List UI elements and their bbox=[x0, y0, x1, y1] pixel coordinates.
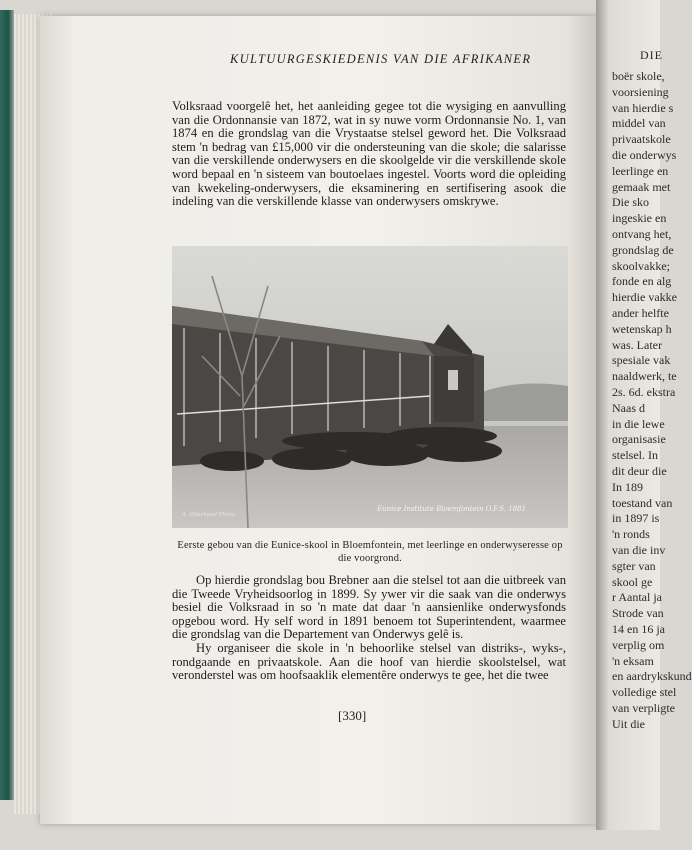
right-page-line: toestand van bbox=[612, 495, 673, 510]
right-page-line: in 1897 is bbox=[612, 511, 660, 526]
right-page-line: r Aantal ja bbox=[612, 590, 662, 605]
right-page-line: 2s. 6d. ekstra bbox=[612, 385, 676, 399]
photo-inscription: Eunice Institute Bloemfontein O.F.S. 1881 bbox=[377, 505, 527, 513]
book-spine-edge bbox=[0, 10, 14, 800]
right-page-line: van die inv bbox=[612, 543, 666, 557]
right-page-line: fonde en alg bbox=[612, 274, 672, 289]
right-page-line: hierdie vakke bbox=[612, 290, 677, 305]
right-page-line: volledige stel bbox=[612, 685, 677, 700]
right-page-line: Naas d bbox=[612, 400, 645, 415]
right-page-line: sgter van bbox=[612, 558, 656, 573]
right-page-line: voorsiening bbox=[612, 84, 669, 99]
paragraph-2 bbox=[172, 574, 566, 642]
right-page bbox=[596, 0, 692, 830]
right-page-line: privaatskole bbox=[612, 132, 671, 147]
right-page-line: naaldwerk, te bbox=[612, 369, 677, 384]
right-page-line: stelsel. In bbox=[612, 448, 658, 463]
right-page-line: en aardrykskund bbox=[612, 669, 692, 684]
right-page-line: boër skole, bbox=[612, 69, 665, 83]
right-page-line: was. Later bbox=[612, 337, 662, 352]
paragraph-2-text: Op hierdie grondslag bou Brebner aan die stelsel tot aan die uitbreek van die Tweede Vryheidsoorlog in 1899. Sy ywer vir die saak van die onderwys besiel die Volksraad in so 'n mate dat daar 'n aansienlike onderwysfonds opgebou word. Hy self word in 1891 benoem tot Superintendent, waarmee die grondslag van die Departement van Onderwys gelê is. bbox=[172, 573, 566, 642]
right-page-line: 'n eksam bbox=[612, 653, 654, 668]
right-page-line: In 189 bbox=[612, 479, 643, 494]
right-page-line: grondslag de bbox=[612, 242, 674, 257]
running-head: KULTUURGESKIEDENIS VAN DIE AFRIKANER bbox=[230, 52, 532, 66]
photo-illustration bbox=[172, 246, 568, 528]
right-page-line: verplig om bbox=[612, 637, 665, 652]
right-page-line: spesiale vak bbox=[612, 353, 671, 368]
paragraph-3-text: Hy organiseer die skole in 'n behoorlike stelsel van distriks-, wyks-, rondgaande en privaatskole. Aan die hoof van hierdie skoolstelsel, wat veronderstel was om hoofsaaklik elementêre onderwys te gee, het die twee bbox=[172, 641, 566, 683]
right-page-line: skoolvakke; bbox=[612, 258, 670, 273]
paragraph-1: Volksraad voorgelê het, het aanleiding gegee tot die wysiging en aanvulling van die Ordonnansie van 1872, wat in sy nuwe vorm Ordonnansie No. 1, van 1874 en die grondslag van die Vrystaatse stelsel geword het. Die Volksraad stem 'n bedrag van £15,000 vir die ondersteuning van die skole; die salarisse van die verskillende onderwysers en die skoolgelde vir die verskillende skole word bepaal en 'n sisteem van boutoelaes ingestel. Voorts word die opleiding van kwekeling-onderwysers, die eksaminering en sertifisering asook die indeling van die verskillende klasse van onderwysers omskrywe. bbox=[172, 99, 566, 209]
page-number: [330] bbox=[338, 708, 367, 723]
right-page-line: ingeskie en bbox=[612, 211, 667, 226]
right-page-line: Strode van bbox=[612, 606, 664, 621]
right-page-line: leerlinge en bbox=[612, 163, 669, 178]
paragraph-3 bbox=[172, 642, 566, 683]
right-page-line: middel van bbox=[612, 116, 666, 131]
photographer-signature: A. Ollerhead Photo bbox=[182, 512, 235, 518]
right-page-line: 14 en 16 ja bbox=[612, 622, 665, 636]
right-page-line: Uit die bbox=[612, 716, 645, 731]
right-page-line: ontvang het, bbox=[612, 227, 672, 241]
right-page-line: organisasie bbox=[612, 432, 666, 447]
right-page-running-head: DIE bbox=[640, 48, 663, 62]
right-page-line: ander helfte bbox=[612, 306, 669, 320]
right-page-line: gemaak met bbox=[612, 179, 671, 194]
photo-caption: Eerste gebou van die Eunice-skool in Bloemfontein, met leerlinge en onderwyseresse op die voorgrond. bbox=[177, 540, 563, 564]
tower-window bbox=[448, 370, 458, 390]
school-photograph bbox=[172, 246, 568, 528]
right-page-line: die onderwys bbox=[612, 148, 677, 162]
right-page-line: in die lewe bbox=[612, 416, 665, 431]
right-page-line: dit deur die bbox=[612, 464, 667, 478]
right-page-line: Die sko bbox=[612, 195, 649, 210]
right-page-line: van hierdie s bbox=[612, 100, 674, 115]
right-page-line: skool ge bbox=[612, 574, 653, 589]
right-page-line: 'n ronds bbox=[612, 527, 650, 542]
right-page-line: van verpligte bbox=[612, 701, 675, 715]
right-page-line: wetenskap h bbox=[612, 321, 672, 336]
